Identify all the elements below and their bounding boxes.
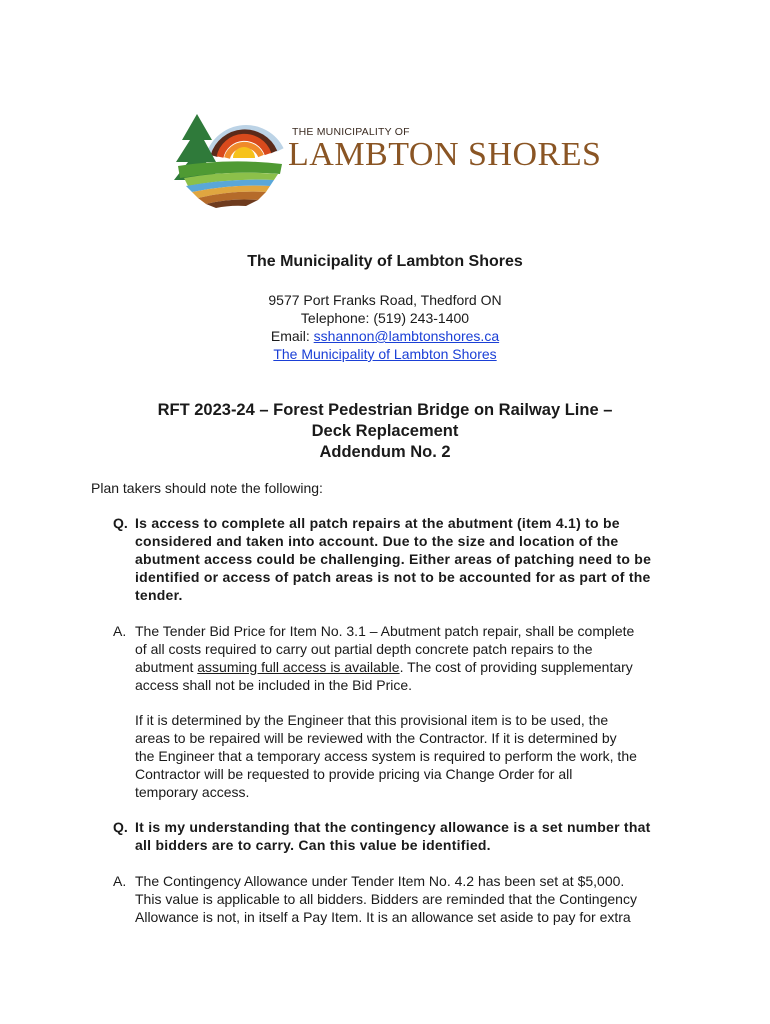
answer-line: The Contingency Allowance under Tender Item No. 4.2 has been set at $5,000. [135,873,625,889]
answer-1-text [135,622,683,694]
email-line [0,327,770,345]
question-line: considered and taken into account. Due to the size and location of the [135,533,619,549]
answer-line: If it is determined by the Engineer that this provisional item is to be used, the [135,712,609,728]
answer-text: abutment [135,659,198,675]
email-link[interactable]: sshannon@lambtonshores.ca [313,328,500,344]
answer-line: access shall not be included in the Bid Price. [135,677,413,693]
website-link[interactable]: The Municipality of Lambton Shores [273,346,497,362]
telephone-line: Telephone: (519) 243-1400 [300,310,470,326]
email-label: Email: [270,328,314,344]
question-marker: Q. [113,515,128,531]
question-line: identified or access of patch areas is not to be accounted for as part of the [135,569,651,585]
question-line: abutment access could be challenging. Either areas of patching need to be [135,551,652,567]
logo-emblem-icon [170,100,285,210]
answer-line: The Tender Bid Price for Item No. 3.1 – Abutment patch repair, shall be complete [135,623,635,639]
answer-1-paragraph-2-text [135,711,683,801]
underlined-phrase: assuming full access is available [197,659,400,675]
question-line: It is my understanding that the contingency allowance is a set number that [135,819,651,835]
org-title: The Municipality of Lambton Shores [247,253,523,270]
answer-marker: A. [113,873,127,889]
question-line: all bidders are to carry. Can this value be identified. [135,837,491,853]
answer-line: Allowance is not, in itself a Pay Item. It is an allowance set aside to pay for extra [135,909,631,925]
answer-line [135,658,683,676]
address-line: 9577 Port Franks Road, Thedford ON [268,292,502,308]
intro-text: Plan takers should note the following: [91,480,323,496]
answer-marker: A. [113,623,127,639]
answer-line: of all costs required to carry out partial depth concrete patch repairs to the [135,641,593,657]
question-line: tender. [135,587,183,603]
answer-line: Contractor will be requested to provide pricing via Change Order for all [135,766,573,782]
answer-line: temporary access. [135,784,250,800]
website-line [0,345,770,363]
logo-subtitle: THE MUNICIPALITY OF [292,126,410,138]
question-1-text [135,514,683,604]
answer-line: areas to be repaired will be reviewed with the Contractor. If it is determined by [135,730,617,746]
municipality-logo [170,100,600,210]
logo-title: LAMBTON SHORES [288,136,602,173]
title-line-3: Addendum No. 2 [319,443,451,461]
document-title [0,400,770,463]
question-2-text [135,818,683,854]
answer-2-text [135,872,683,926]
answer-line: the Engineer that a temporary access system is required to perform the work, the [135,748,637,764]
answer-text: . The cost of providing supplementary [399,659,633,675]
answer-line: This value is applicable to all bidders. Bidders are reminded that the Contingency [135,891,637,907]
title-line-1: RFT 2023-24 – Forest Pedestrian Bridge on Railway Line – [157,401,613,419]
title-line-2: Deck Replacement [311,422,459,440]
question-marker: Q. [113,819,128,835]
question-line: Is access to complete all patch repairs at the abutment (item 4.1) to be [135,515,620,531]
